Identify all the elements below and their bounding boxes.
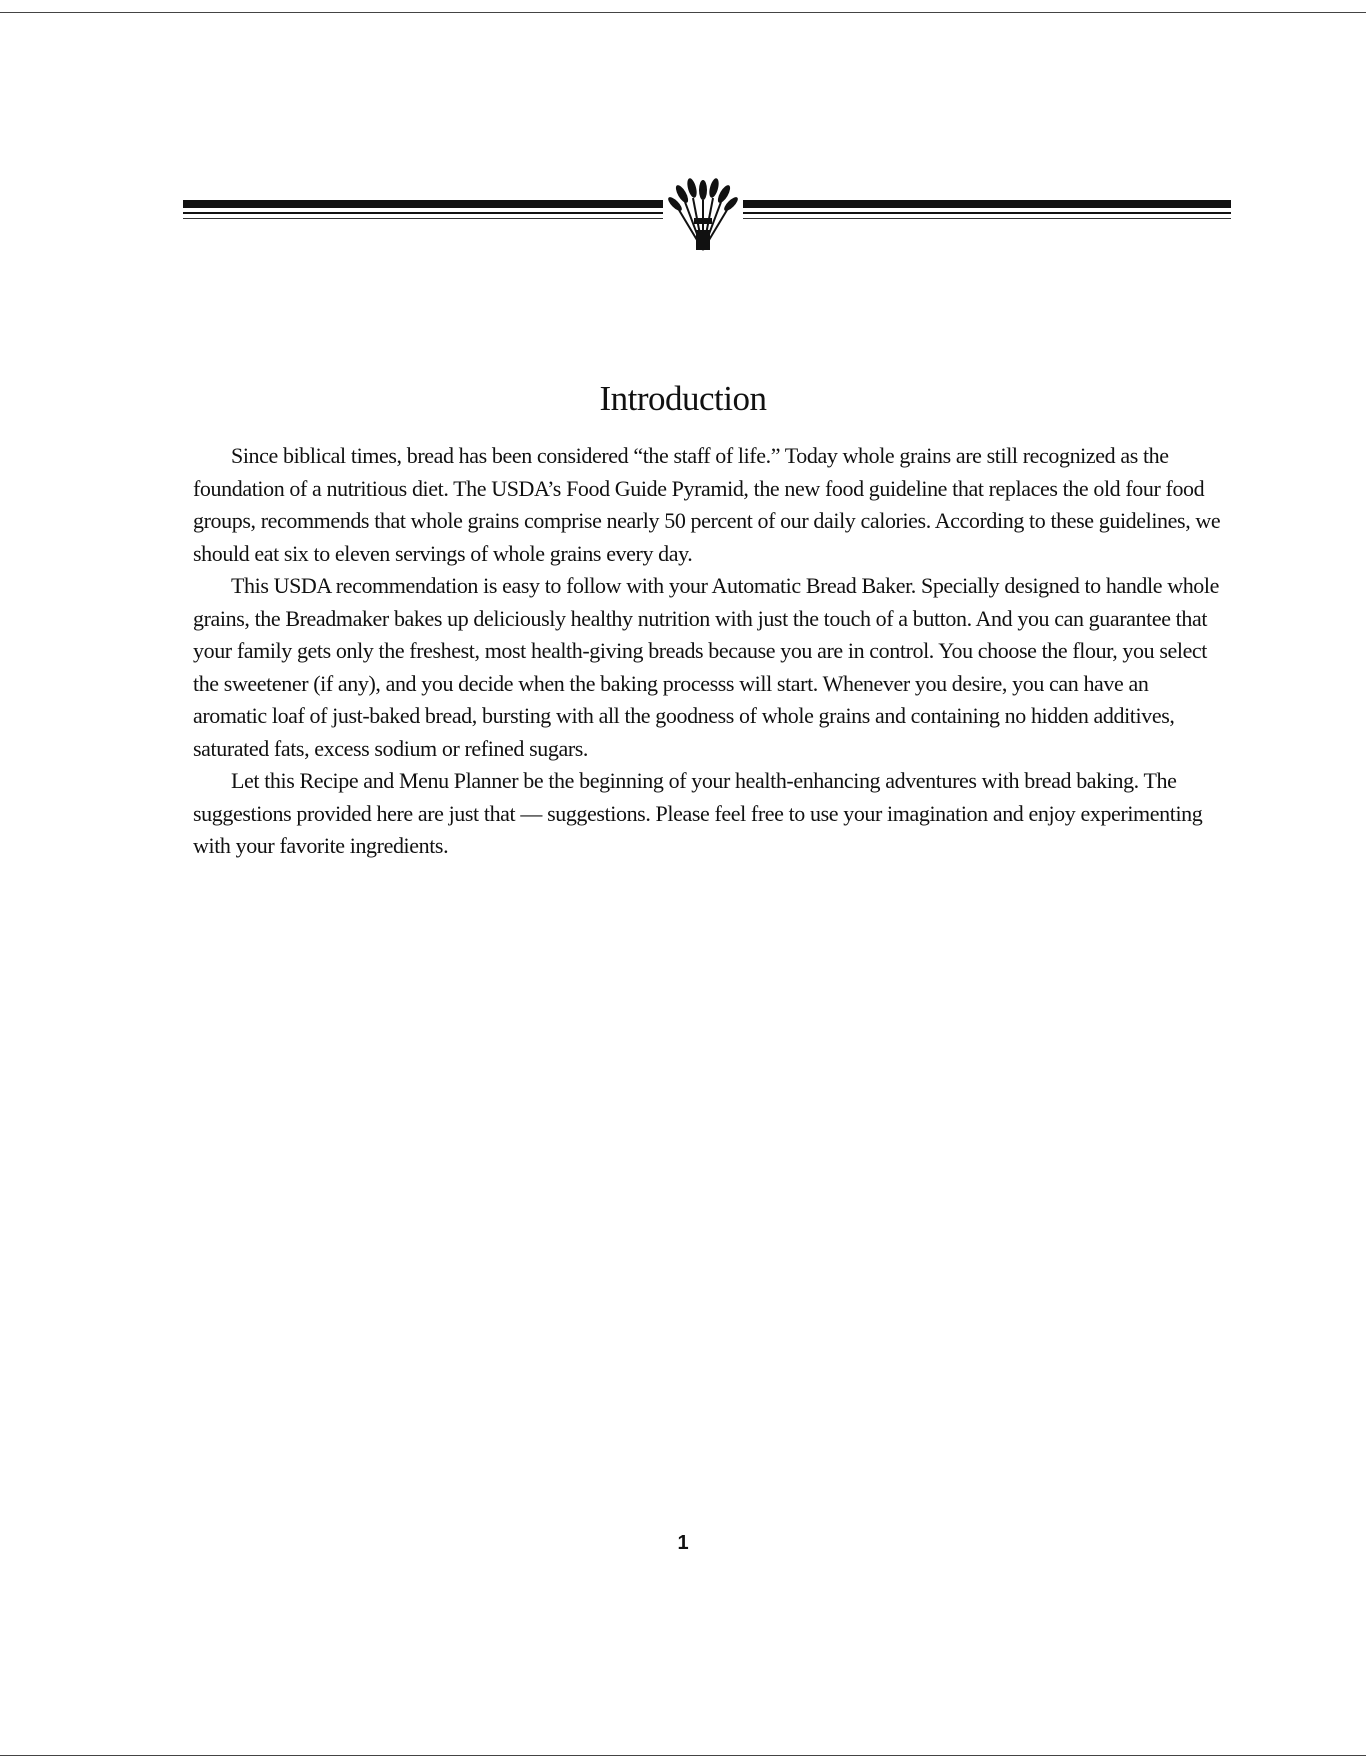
page-bottom-edge <box>0 1755 1366 1756</box>
page-number: 1 <box>677 1532 689 1554</box>
paragraph-3: Let this Recipe and Menu Planner be the beginning of your health-enhancing adventures with bread baking. The suggestions provided here are just that — suggestions. Please feel free to use your imagination and enjoy experimenting with your favorite ingredients. <box>193 768 1203 858</box>
page-top-edge <box>0 12 1366 13</box>
header-rule-left <box>183 200 663 222</box>
header-rule-right <box>743 200 1231 222</box>
header-ornament <box>183 160 1231 260</box>
body-text <box>193 440 1223 863</box>
paragraph-1: Since biblical times, bread has been considered “the staff of life.” Today whole grains are still recognized as the foundation of a nutritious diet. The USDA’s Food Guide Pyramid, the new food guideline that replaces the old four food groups, recommends that whole grains comprise nearly 50 percent of our daily calories. According to these guidelines, we should eat six to eleven servings of whole grains every day. <box>193 443 1221 566</box>
wheat-sheaf-icon <box>663 160 743 260</box>
page-title: Introduction <box>599 379 767 419</box>
paragraph-2: This USDA recommendation is easy to follow with your Automatic Bread Baker. Specially designed to handle whole grains, the Breadmaker bakes up deliciously healthy nutrition with just the touch of a button. And you can guarantee that your family gets only the freshest, most health-giving breads because you are in control. You choose the flour, you select the sweetener (if any), and you decide when the baking processs will start. Whenever you desire, you can have an aromatic loaf of just-baked bread, bursting with all the goodness of whole grains and containing no hidden additives, saturated fats, excess sodium or refined sugars. <box>193 573 1219 761</box>
